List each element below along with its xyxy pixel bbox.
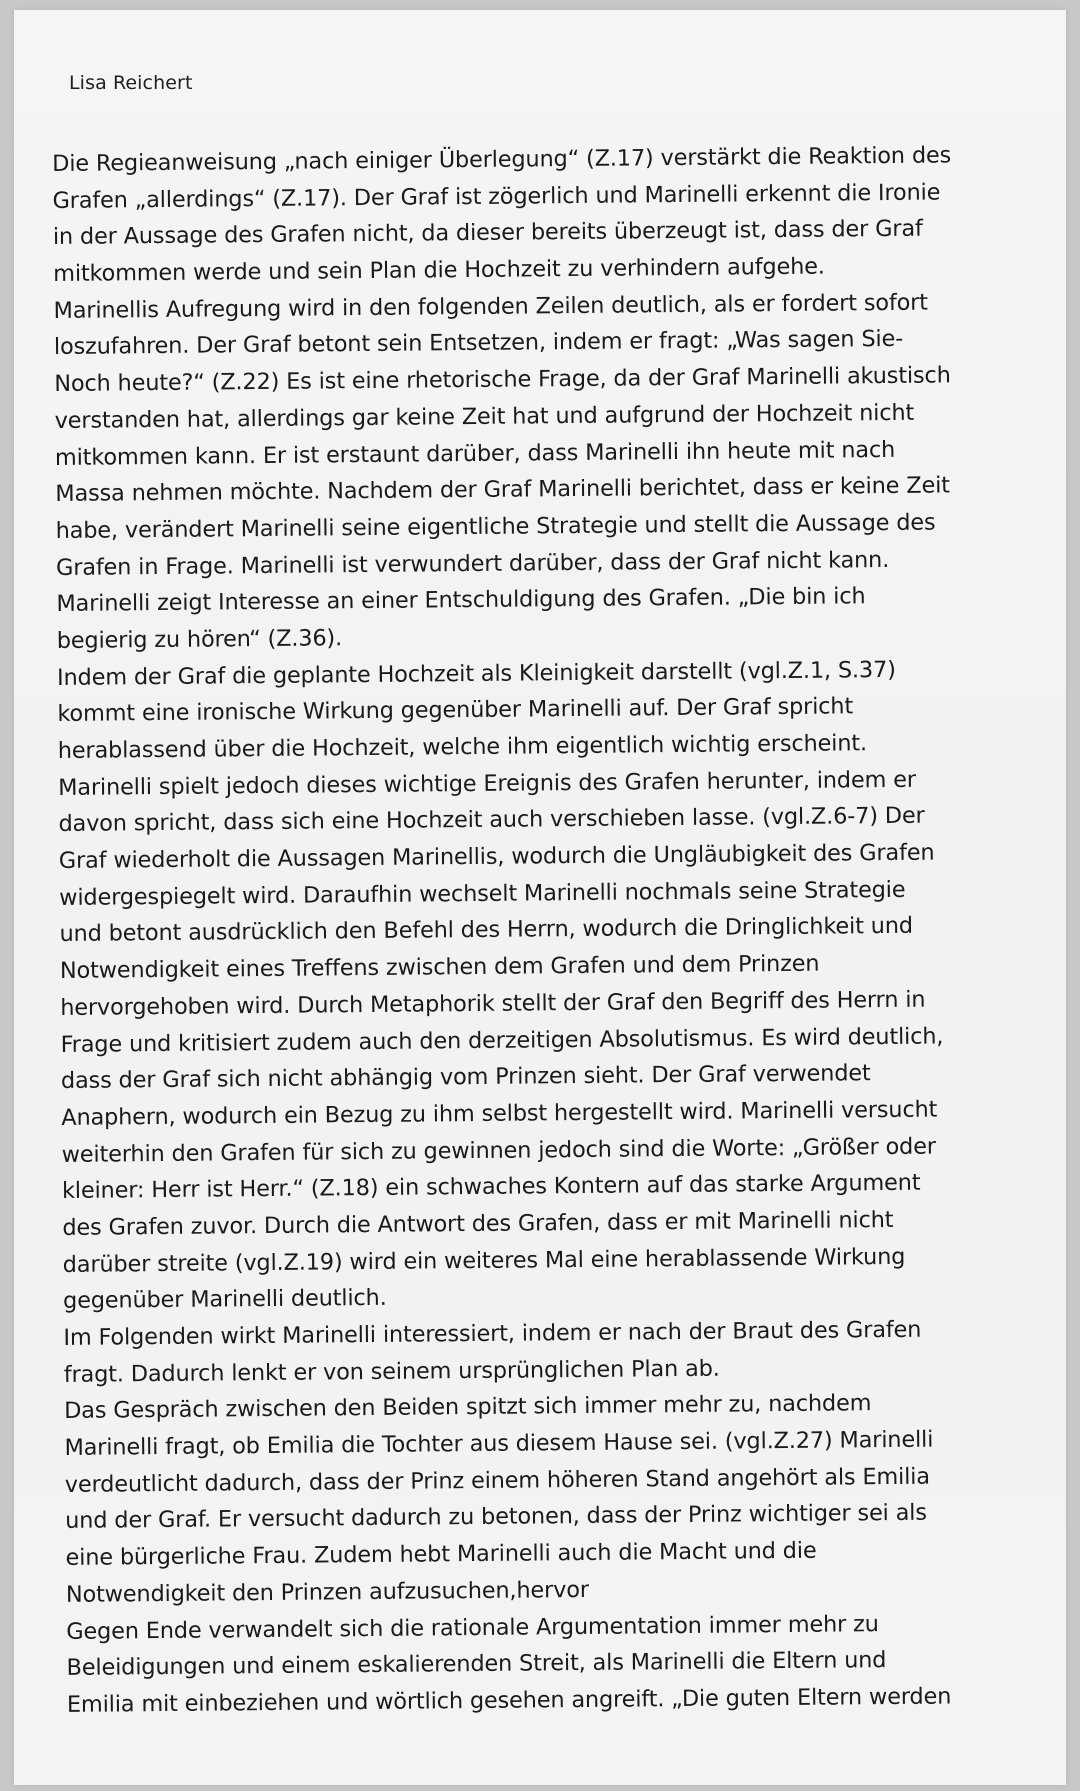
text-line: Gegen Ende verwandelt sich die rationale Argumentation immer mehr zu [66, 1610, 879, 1645]
text-line: dass der Graf sich nicht abhängig vom Prinzen sieht. Der Graf verwendet [60, 1060, 871, 1095]
text-line: eine bürgerliche Frau. Zudem hebt Marinelli auch die Macht und die [65, 1537, 817, 1572]
text-line: des Grafen zuvor. Durch die Antwort des Grafen, dass er mit Marinelli nicht [62, 1206, 894, 1241]
text-line: Anaphern, wodurch ein Bezug zu ihm selbst hergestellt wird. Marinelli versucht [61, 1096, 938, 1131]
text-line: Marinelli zeigt Interesse an einer Entschuldigung des Grafen. „Die bin ich [56, 583, 866, 618]
text-line: und der Graf. Er versucht dadurch zu betonen, dass der Prinz wichtiger sei als [65, 1500, 927, 1535]
text-line: Marinelli fragt, ob Emilia die Tochter aus diesem Hause sei. (vgl.Z.27) Marinelli [64, 1426, 934, 1462]
text-line: Marinellis Aufregung wird in den folgenden Zeilen deutlich, als er fordert sofort [53, 289, 928, 324]
text-line: herablassend über die Hochzeit, welche ihm eigentlich wichtig erscheint. [57, 730, 868, 764]
text-line: Massa nehmen möchte. Nachdem der Graf Marinelli berichtet, dass er keine Zeit [55, 472, 950, 508]
text-line: Grafen in Frage. Marinelli ist verwundert darüber, dass der Graf nicht kann. [55, 546, 890, 581]
text-line: kleiner: Herr ist Herr.“ (Z.18) ein schwaches Kontern auf das starke Argument [61, 1169, 921, 1205]
text-line: weiterhin den Grafen für sich zu gewinnen jedoch sind die Worte: „Größer oder [61, 1133, 936, 1168]
text-line: Die Regieanweisung „nach einiger Überlegung“ (Z.17) verstärkt die Reaktion des [52, 142, 952, 177]
text-line: und betont ausdrücklich den Befehl des Herrn, wodurch die Dringlichkeit und [59, 913, 913, 948]
author-name: Lisa Reichert [69, 72, 193, 94]
text-line: Notwendigkeit eines Treffens zwischen dem Grafen und dem Prinzen [59, 950, 820, 985]
text-line: hervorgehoben wird. Durch Metaphorik stellt der Graf den Begriff des Herrn in [60, 986, 926, 1021]
text-line: Emilia mit einbeziehen und wörtlich gesehen angreift. „Die guten Eltern werden [66, 1683, 952, 1718]
text-line: Das Gespräch zwischen den Beiden spitzt sich immer mehr zu, nachdem [64, 1390, 872, 1425]
text-line: verstanden hat, allerdings gar keine Zeit hat und aufgrund der Hochzeit nicht [54, 399, 915, 434]
essay-body [52, 137, 987, 1723]
text-line: kommt eine ironische Wirkung gegenüber Marinelli auf. Der Graf spricht [57, 693, 854, 728]
text-line: davon spricht, dass sich eine Hochzeit auch verschieben lasse. (vgl.Z.6-7) Der [58, 803, 925, 838]
text-line: Grafen „allerdings“ (Z.17). Der Graf ist zögerlich und Marinelli erkennt die Ironie [52, 179, 941, 214]
text-line: habe, verändert Marinelli seine eigentliche Strategie und stellt die Aussage des [55, 509, 936, 544]
text-line: Marinelli spielt jedoch dieses wichtige Ereignis des Grafen herunter, indem er [58, 766, 916, 801]
text-line: Notwendigkeit den Prinzen aufzusuchen,hervor [65, 1576, 589, 1608]
text-line: Graf wiederholt die Aussagen Marinellis, wodurch die Ungläubigkeit des Grafen [58, 839, 935, 875]
text-line: Indem der Graf die geplante Hochzeit als Kleinigkeit darstellt (vgl.Z.1, S.37) [56, 656, 896, 691]
text-line: gegenüber Marinelli deutlich. [62, 1285, 387, 1315]
text-line: widergespiegelt wird. Daraufhin wechselt Marinelli nochmals seine Strategie [59, 876, 906, 911]
document-page [14, 10, 1066, 1785]
text-line: begierig zu hören“ (Z.36). [56, 625, 343, 654]
text-line: Frage und kritisiert zudem auch den derzeitigen Absolutismus. Es wird deutlich, [60, 1022, 944, 1058]
text-line: mitkommen kann. Er ist erstaunt darüber, dass Marinelli ihn heute mit nach [54, 436, 896, 471]
text-line: darüber streite (vgl.Z.19) wird ein weiteres Mal eine herablassende Wirkung [62, 1243, 906, 1278]
text-line: in der Aussage des Grafen nicht, da dieser bereits überzeugt ist, dass der Graf [52, 216, 923, 251]
text-line: Beleidigungen und einem eskalierenden Streit, als Marinelli die Eltern und [66, 1647, 887, 1682]
text-line: fragt. Dadurch lenkt er von seinem ursprünglichen Plan ab. [63, 1355, 720, 1388]
text-line: Noch heute?“ (Z.22) Es ist eine rhetorische Frage, da der Graf Marinelli akustisch [54, 362, 951, 398]
text-line: loszufahren. Der Graf betont sein Entsetzen, indem er fragt: „Was sagen Sie- [53, 326, 904, 361]
text-line: verdeutlicht dadurch, dass der Prinz einem höheren Stand angehört als Emilia [64, 1463, 930, 1498]
text-line: Im Folgenden wirkt Marinelli interessiert, indem er nach der Braut des Grafen [63, 1316, 922, 1351]
text-line: mitkommen werde und sein Plan die Hochzeit zu verhindern aufgehe. [53, 253, 825, 288]
